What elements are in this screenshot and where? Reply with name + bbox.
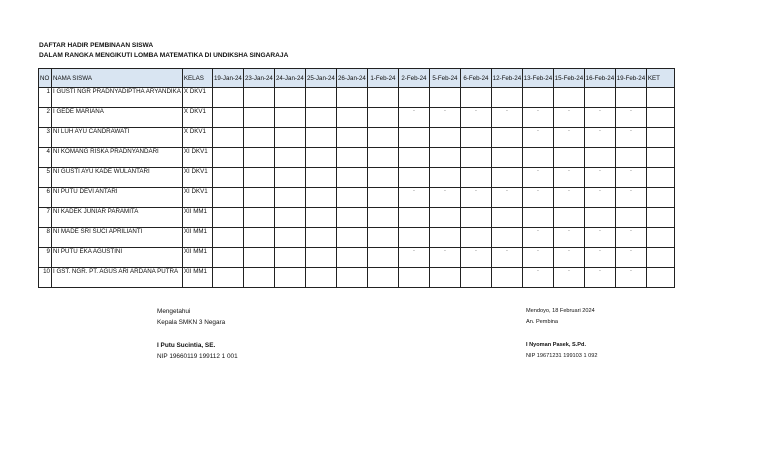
cell-attendance [553, 88, 584, 108]
cell-attendance: - [522, 188, 553, 208]
cell-name: I GUSTI NGR PRADNYADIPTHA ARYANDIKA [52, 88, 183, 108]
cell-no: 5 [39, 168, 52, 188]
cell-attendance [367, 108, 398, 128]
cell-attendance: - [522, 128, 553, 148]
cell-no: 6 [39, 188, 52, 208]
cell-attendance [429, 268, 460, 288]
cell-attendance: - [615, 268, 646, 288]
header-date: 26-Jan-24 [336, 69, 367, 88]
table-row [39, 208, 675, 228]
cell-ket [646, 128, 674, 148]
cell-attendance [305, 108, 336, 128]
signature-left [157, 306, 238, 362]
cell-attendance [398, 128, 429, 148]
cell-attendance [398, 88, 429, 108]
cell-attendance [460, 228, 491, 248]
cell-attendance [398, 148, 429, 168]
cell-attendance: - [429, 108, 460, 128]
cell-attendance [491, 168, 522, 188]
cell-attendance: - [522, 168, 553, 188]
signature-right-nip: NIP 19671231 199103 1 092 [526, 353, 598, 359]
cell-attendance [367, 208, 398, 228]
attendance-table [38, 68, 675, 288]
cell-attendance [615, 208, 646, 228]
cell-attendance [305, 268, 336, 288]
cell-attendance: - [584, 108, 615, 128]
cell-class: XI DKV1 [182, 188, 212, 208]
cell-no: 7 [39, 208, 52, 228]
title-line-2: DALAM RANGKA MENGIKUTI LOMBA MATEMATIKA DI UNDIKSHA SINGARAJA [39, 52, 289, 59]
cell-attendance [336, 248, 367, 268]
document-title [39, 41, 288, 61]
cell-attendance [367, 228, 398, 248]
cell-attendance [336, 208, 367, 228]
cell-attendance [367, 248, 398, 268]
title-line-1: DAFTAR HADIR PEMBINAAN SISWA [39, 42, 154, 49]
cell-attendance [243, 188, 274, 208]
cell-attendance [522, 88, 553, 108]
cell-attendance: - [553, 108, 584, 128]
cell-attendance [274, 228, 305, 248]
cell-name: NI LUH AYU CANDRAWATI [52, 128, 183, 148]
cell-attendance [553, 148, 584, 168]
header-class: KELAS [182, 69, 212, 88]
cell-attendance: - [429, 188, 460, 208]
header-name: NAMA SISWA [52, 69, 183, 88]
cell-attendance [305, 248, 336, 268]
cell-attendance: - [553, 188, 584, 208]
cell-attendance [305, 88, 336, 108]
cell-no: 2 [39, 108, 52, 128]
header-date: 6-Feb-24 [460, 69, 491, 88]
cell-attendance [212, 248, 243, 268]
cell-ket [646, 188, 674, 208]
cell-name: NI KADEK JUNIAR PARAMITA [52, 208, 183, 228]
cell-attendance [429, 88, 460, 108]
cell-ket [646, 248, 674, 268]
table-row [39, 108, 675, 128]
cell-attendance [429, 208, 460, 228]
cell-attendance: - [522, 228, 553, 248]
cell-attendance [522, 148, 553, 168]
cell-attendance: - [615, 188, 646, 208]
cell-attendance: - [553, 248, 584, 268]
cell-attendance [243, 148, 274, 168]
cell-attendance [429, 128, 460, 148]
signature-left-name: I Putu Sucintia, SE. [157, 342, 216, 349]
cell-attendance [243, 108, 274, 128]
cell-no: 3 [39, 128, 52, 148]
cell-attendance [212, 88, 243, 108]
cell-attendance [460, 148, 491, 168]
cell-name: NI PUTU DEVI ANTARI [52, 188, 183, 208]
cell-attendance [212, 128, 243, 148]
cell-attendance: - [553, 168, 584, 188]
cell-name: I GST. NGR. PT. AGUS ARI ARDANA PUTRA [52, 268, 183, 288]
cell-attendance [274, 88, 305, 108]
cell-attendance [460, 208, 491, 228]
cell-class: X DKV1 [182, 108, 212, 128]
cell-attendance: - [615, 168, 646, 188]
cell-attendance [615, 148, 646, 168]
cell-attendance [243, 228, 274, 248]
cell-attendance [398, 168, 429, 188]
signature-left-nip: NIP 19660119 199112 1 001 [157, 353, 238, 360]
cell-attendance: - [553, 128, 584, 148]
cell-class: XI DKV1 [182, 168, 212, 188]
cell-attendance [305, 128, 336, 148]
cell-attendance: - [584, 168, 615, 188]
table-row [39, 168, 675, 188]
table-row [39, 148, 675, 168]
cell-attendance [584, 88, 615, 108]
cell-attendance: - [522, 248, 553, 268]
cell-attendance: - [584, 248, 615, 268]
cell-attendance [491, 228, 522, 248]
signature-right-line2: An. Pembina [526, 319, 559, 325]
cell-attendance [584, 148, 615, 168]
table-row [39, 188, 675, 208]
header-date: 13-Feb-24 [522, 69, 553, 88]
header-date: 1-Feb-24 [367, 69, 398, 88]
cell-attendance: - [553, 268, 584, 288]
cell-attendance [274, 108, 305, 128]
cell-attendance: - [491, 108, 522, 128]
cell-no: 10 [39, 268, 52, 288]
header-date: 16-Feb-24 [584, 69, 615, 88]
cell-name: I GEDE MARIANA [52, 108, 183, 128]
table-header-row [39, 69, 675, 88]
cell-attendance [367, 168, 398, 188]
cell-name: NI KOMANG RISKA PRADNYANDARI [52, 148, 183, 168]
cell-attendance: - [522, 108, 553, 128]
cell-no: 1 [39, 88, 52, 108]
header-date: 24-Jan-24 [274, 69, 305, 88]
cell-attendance: - [398, 188, 429, 208]
cell-attendance [336, 228, 367, 248]
cell-attendance [212, 148, 243, 168]
cell-ket [646, 88, 674, 108]
cell-attendance [615, 88, 646, 108]
cell-attendance [522, 208, 553, 228]
cell-attendance [367, 148, 398, 168]
table-row [39, 248, 675, 268]
cell-attendance [460, 88, 491, 108]
cell-class: X DKV1 [182, 128, 212, 148]
cell-attendance: - [615, 128, 646, 148]
signature-left-line2: Kepala SMKN 3 Negara [157, 319, 226, 326]
cell-attendance [274, 168, 305, 188]
cell-attendance [429, 168, 460, 188]
table-row [39, 228, 675, 248]
cell-attendance [305, 208, 336, 228]
cell-attendance: - [398, 108, 429, 128]
cell-attendance [305, 228, 336, 248]
cell-attendance: - [584, 128, 615, 148]
cell-attendance [212, 108, 243, 128]
cell-ket [646, 228, 674, 248]
cell-attendance [212, 268, 243, 288]
header-date: 19-Jan-24 [212, 69, 243, 88]
cell-attendance [305, 188, 336, 208]
cell-ket [646, 108, 674, 128]
cell-attendance [274, 268, 305, 288]
cell-attendance: - [398, 248, 429, 268]
cell-attendance [491, 268, 522, 288]
cell-attendance: - [553, 228, 584, 248]
cell-attendance: - [522, 268, 553, 288]
cell-attendance [336, 88, 367, 108]
signature-right [526, 306, 597, 362]
header-date: 15-Feb-24 [553, 69, 584, 88]
signature-right-line1: Mendoyo, 18 Februari 2024 [526, 308, 595, 314]
header-no: NO [39, 69, 52, 88]
table-row [39, 88, 675, 108]
cell-attendance [398, 208, 429, 228]
cell-attendance [553, 208, 584, 228]
header-date: 23-Jan-24 [243, 69, 274, 88]
cell-attendance [460, 168, 491, 188]
cell-attendance [336, 108, 367, 128]
cell-attendance [274, 208, 305, 228]
cell-attendance [429, 148, 460, 168]
cell-attendance [305, 148, 336, 168]
cell-attendance [212, 228, 243, 248]
cell-attendance [491, 148, 522, 168]
cell-ket [646, 208, 674, 228]
table-row [39, 128, 675, 148]
cell-attendance [243, 88, 274, 108]
cell-attendance [243, 268, 274, 288]
cell-attendance [336, 128, 367, 148]
cell-attendance [212, 168, 243, 188]
cell-attendance: - [615, 248, 646, 268]
cell-attendance [491, 128, 522, 148]
cell-ket [646, 268, 674, 288]
cell-attendance [274, 128, 305, 148]
cell-no: 8 [39, 228, 52, 248]
cell-attendance: - [615, 108, 646, 128]
cell-attendance: - [615, 228, 646, 248]
cell-attendance [274, 148, 305, 168]
cell-attendance: - [460, 248, 491, 268]
cell-attendance: - [460, 188, 491, 208]
header-date: 12-Feb-24 [491, 69, 522, 88]
cell-attendance [367, 188, 398, 208]
cell-class: XI DKV1 [182, 148, 212, 168]
cell-attendance [243, 248, 274, 268]
cell-attendance [584, 208, 615, 228]
cell-ket [646, 148, 674, 168]
cell-attendance [336, 188, 367, 208]
header-date: 25-Jan-24 [305, 69, 336, 88]
cell-attendance: - [491, 188, 522, 208]
cell-class: XII MM1 [182, 228, 212, 248]
cell-attendance [243, 208, 274, 228]
cell-attendance [336, 168, 367, 188]
cell-attendance [367, 268, 398, 288]
cell-name: NI GUSTI AYU KADE WULANTARI [52, 168, 183, 188]
cell-attendance: - [584, 228, 615, 248]
cell-attendance [243, 168, 274, 188]
cell-attendance [305, 168, 336, 188]
cell-attendance [274, 248, 305, 268]
signature-right-name: I Nyoman Pasek, S.Pd. [526, 342, 587, 348]
header-date: 19-Feb-24 [615, 69, 646, 88]
cell-class: XII MM1 [182, 268, 212, 288]
cell-attendance [460, 268, 491, 288]
signature-left-line1: Mengetahui [157, 308, 191, 315]
cell-attendance [460, 128, 491, 148]
cell-attendance [212, 208, 243, 228]
cell-attendance: - [460, 108, 491, 128]
cell-no: 9 [39, 248, 52, 268]
cell-attendance: - [491, 248, 522, 268]
cell-attendance: - [429, 248, 460, 268]
cell-ket [646, 168, 674, 188]
cell-attendance [491, 88, 522, 108]
cell-name: NI MADE SRI SUCI APRILIANTI [52, 228, 183, 248]
cell-attendance [243, 128, 274, 148]
cell-attendance [274, 188, 305, 208]
cell-attendance [398, 228, 429, 248]
header-ket: KET [646, 69, 674, 88]
cell-attendance [336, 148, 367, 168]
cell-attendance [212, 188, 243, 208]
cell-no: 4 [39, 148, 52, 168]
cell-class: XII MM1 [182, 248, 212, 268]
cell-attendance [491, 208, 522, 228]
cell-attendance [398, 268, 429, 288]
cell-class: XII MM1 [182, 208, 212, 228]
cell-attendance: - [584, 268, 615, 288]
header-date: 2-Feb-24 [398, 69, 429, 88]
cell-attendance [429, 228, 460, 248]
table-row [39, 268, 675, 288]
cell-attendance [336, 268, 367, 288]
cell-attendance [367, 128, 398, 148]
header-date: 5-Feb-24 [429, 69, 460, 88]
cell-attendance: - [584, 188, 615, 208]
cell-class: X DKV1 [182, 88, 212, 108]
cell-name: NI PUTU EKA AGUSTINI [52, 248, 183, 268]
cell-attendance [367, 88, 398, 108]
